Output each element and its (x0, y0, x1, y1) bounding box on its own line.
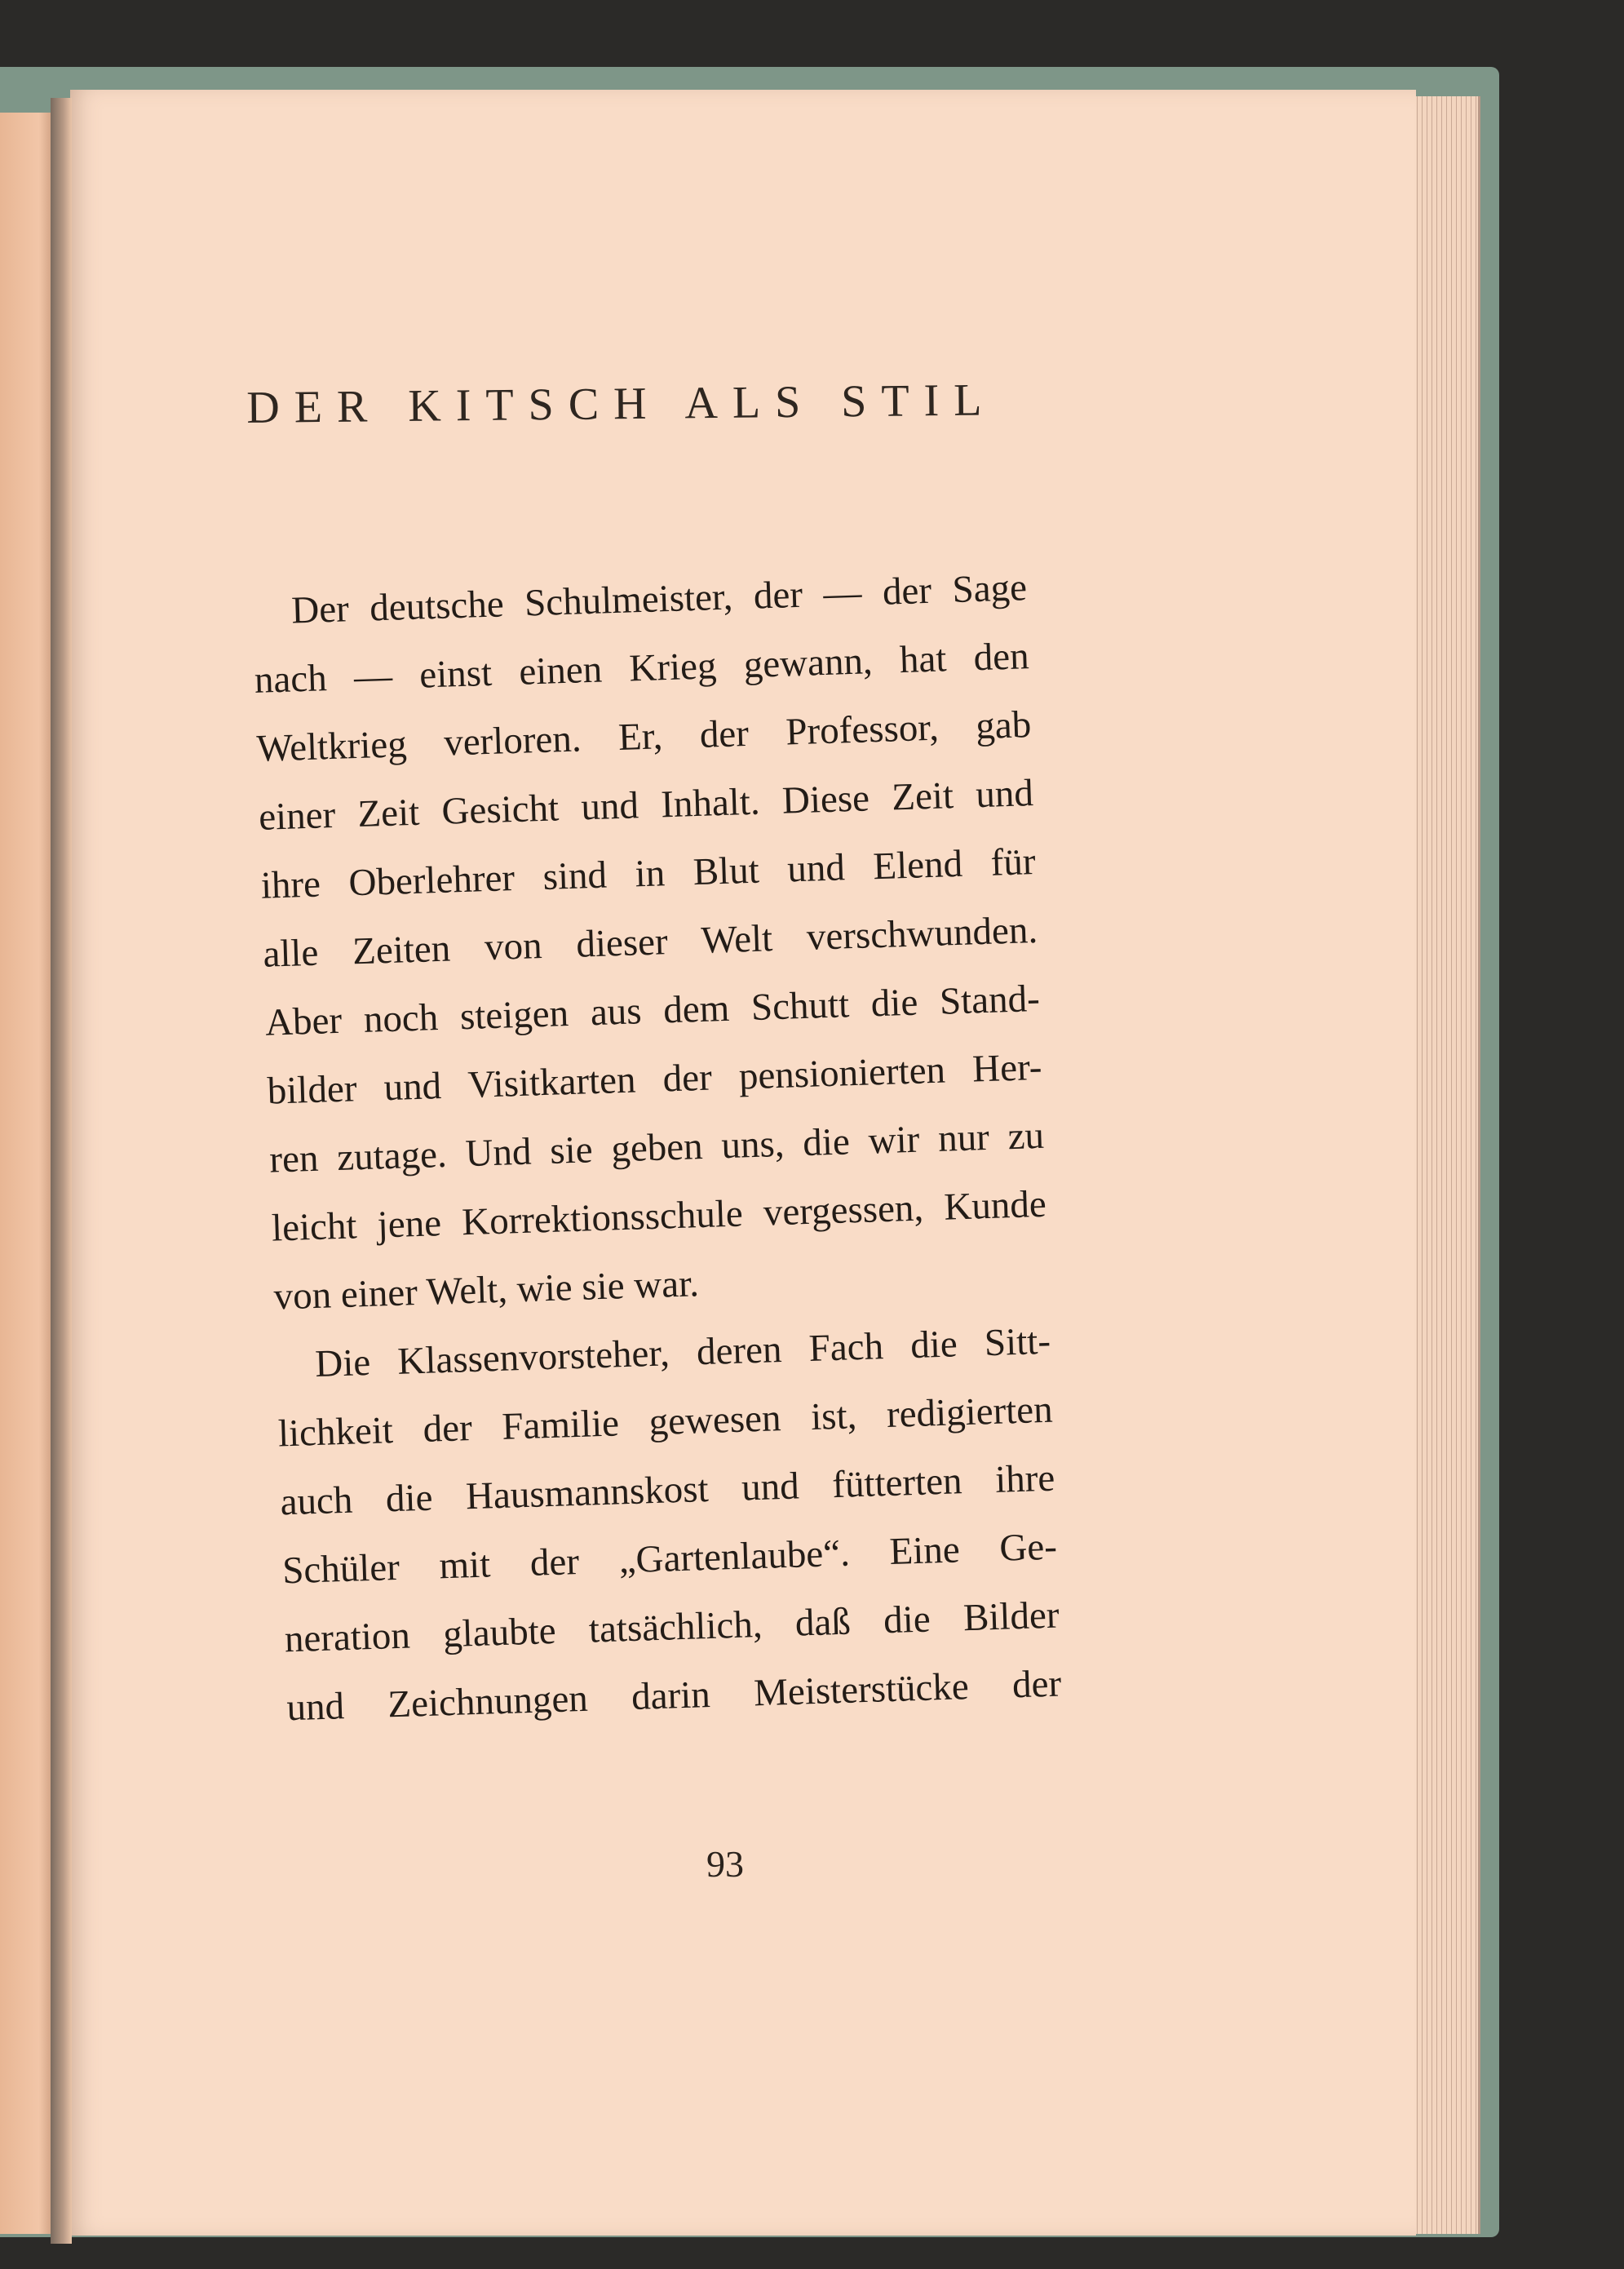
text-line: ihre Oberlehrer sind in Blut und Elend für (260, 840, 1037, 907)
text-line: Aber noch steigen aus dem Schutt die Stand- (264, 977, 1041, 1044)
text-line: leicht jene Korrektionsschule vergessen, Kunde (271, 1182, 1047, 1250)
text-line: Die Klassenvorsteher, deren Fach die Sitt- (314, 1319, 1051, 1386)
text-line: Weltkrieg verloren. Er, der Professor, gab (255, 703, 1032, 770)
text-line: neration glaubte tatsächlich, daß die Bilder (284, 1593, 1060, 1661)
left-page-edge (0, 113, 55, 2234)
text-line: Der deutsche Schulmeister, der — der Sage (290, 566, 1028, 632)
right-page (70, 90, 1416, 2236)
page-number: 93 (706, 1843, 744, 1885)
text-line: von einer Welt, wie sie war. (272, 1262, 700, 1318)
text-line: bilder und Visitkarten der pensionierten Her- (266, 1045, 1043, 1113)
text-line: lichkeit der Familie gewesen ist, redigierten (277, 1388, 1054, 1456)
book-gutter (51, 98, 72, 2244)
text-line: auch die Hausmannskost und fütterten ihre (279, 1456, 1055, 1524)
text-line: einer Zeit Gesicht und Inhalt. Diese Zeit und (258, 772, 1034, 839)
text-line: und Zeichnungen darin Meisterstücke der (285, 1662, 1062, 1730)
body-text (251, 553, 1062, 1742)
text-line: nach — einst einen Krieg gewann, hat den (254, 635, 1030, 702)
text-line: Schüler mit der „Gartenlaube“. Eine Ge- (281, 1525, 1058, 1593)
chapter-heading: DER KITSCH ALS STIL (246, 374, 997, 433)
text-line: alle Zeiten von dieser Welt verschwunden. (262, 908, 1038, 976)
text-line: ren zutage. Und sie geben uns, die wir nur zu (268, 1114, 1045, 1181)
